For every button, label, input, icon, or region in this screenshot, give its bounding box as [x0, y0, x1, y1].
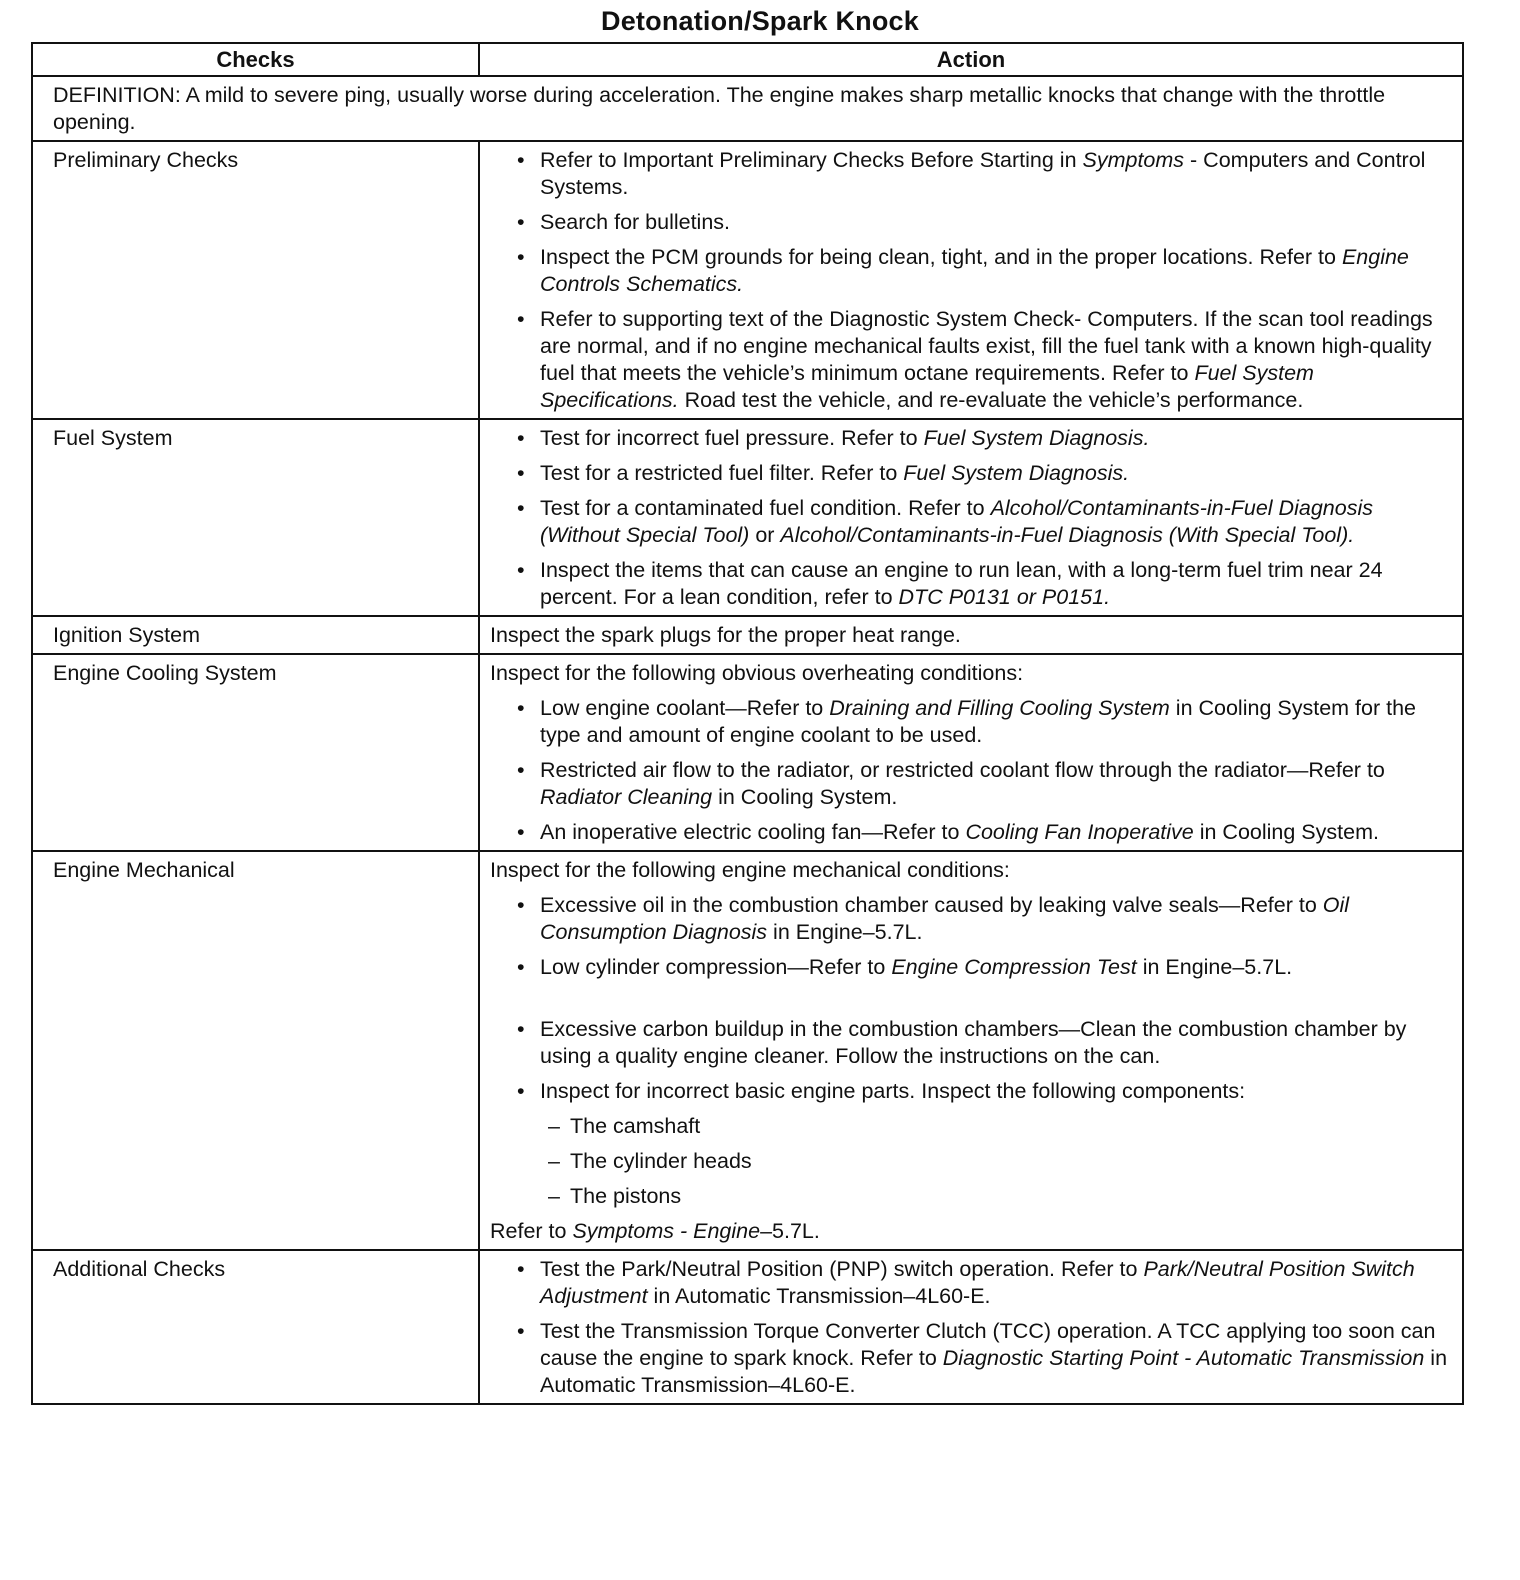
list-item: • Inspect the PCM grounds for being clean, tight, and in the proper locations. Refer to Engine Controls Schematics. — [490, 244, 1454, 298]
definition-row — [32, 76, 1463, 141]
action-list — [490, 1256, 1454, 1399]
list-item: • Test for incorrect fuel pressure. Refer to Fuel System Diagnosis. — [490, 425, 1454, 452]
list-item: • Low cylinder compression—Refer to Engine Compression Test in Engine–5.7L. — [490, 954, 1454, 981]
list-item: • Refer to supporting text of the Diagnostic System Check- Computers. If the scan tool readings are normal, and if no engine mechanical faults exist, fill the fuel tank with a known high-quality fuel that meets the vehicle’s minimum octane requirements. Refer to Fuel System Specifications. Road test the vehicle, and re-evaluate the vehicle’s performance. — [490, 306, 1454, 414]
list-item: • Test the Transmission Torque Converter Clutch (TCC) operation. A TCC applying too soon can cause the engine to spark knock. Refer to Diagnostic Starting Point - Automatic Transmission in Automatic Transmission–4L60-E. — [490, 1318, 1454, 1399]
action-cell — [479, 654, 1463, 851]
list-item: • Test for a restricted fuel filter. Refer to Fuel System Diagnosis. — [490, 460, 1454, 487]
list-item: • Excessive oil in the combustion chamber caused by leaking valve seals—Refer to Oil Consumption Diagnosis in Engine–5.7L. — [490, 892, 1454, 946]
check-label: Preliminary Checks — [32, 141, 479, 419]
action-cell — [479, 419, 1463, 616]
list-item: • Test for a contaminated fuel condition. Refer to Alcohol/Contaminants-in-Fuel Diagnosis (Without Special Tool) or Alcohol/Contaminants-in-Fuel Diagnosis (With Special Tool). — [490, 495, 1454, 549]
action-outro: Refer to Symptoms - Engine–5.7L. — [490, 1219, 820, 1243]
column-header-checks: Checks — [32, 43, 479, 76]
action-list — [490, 147, 1454, 414]
check-label: Fuel System — [32, 419, 479, 616]
action-intro: Inspect for the following engine mechanical conditions: — [490, 858, 1010, 882]
check-label: Ignition System — [32, 616, 479, 654]
sub-list — [490, 1113, 1454, 1210]
table-row — [32, 654, 1463, 851]
action-cell — [479, 851, 1463, 1250]
list-item: • Restricted air flow to the radiator, or restricted coolant flow through the radiator—Refer to Radiator Cleaning in Cooling System. — [490, 757, 1454, 811]
list-item: • Refer to Important Preliminary Checks Before Starting in Symptoms - Computers and Control Systems. — [490, 147, 1454, 201]
action-intro: Inspect for the following obvious overheating conditions: — [490, 661, 1024, 685]
table-row — [32, 141, 1463, 419]
list-item: • Low engine coolant—Refer to Draining and Filling Cooling System in Cooling System for the type and amount of engine coolant to be used. — [490, 695, 1454, 749]
page-title: Detonation/Spark Knock — [601, 6, 919, 36]
list-item: • Excessive carbon buildup in the combustion chambers—Clean the combustion chamber by using a quality engine cleaner. Follow the instructions on the can. — [490, 1016, 1454, 1070]
check-label: Additional Checks — [32, 1250, 479, 1404]
table-row — [32, 616, 1463, 654]
list-item: • Test the Park/Neutral Position (PNP) switch operation. Refer to Park/Neutral Position Switch Adjustment in Automatic Transmission–4L60-E. — [490, 1256, 1454, 1310]
sub-list-item: – The pistons — [490, 1183, 1454, 1210]
action-list — [490, 892, 1454, 1105]
check-label: Engine Mechanical — [32, 851, 479, 1250]
action-text: Inspect the spark plugs for the proper heat range. — [479, 616, 1463, 654]
definition-text: DEFINITION: A mild to severe ping, usually worse during acceleration. The engine makes sharp metallic knocks that change with the throttle opening. — [32, 76, 1463, 141]
sub-list-item: – The cylinder heads — [490, 1148, 1454, 1175]
table-row — [32, 851, 1463, 1250]
table-header-row — [32, 43, 1463, 76]
check-label: Engine Cooling System — [32, 654, 479, 851]
action-cell — [479, 1250, 1463, 1404]
diagnostic-table — [31, 42, 1464, 1405]
list-item: • An inoperative electric cooling fan—Refer to Cooling Fan Inoperative in Cooling System. — [490, 819, 1454, 846]
list-item: • Search for bulletins. — [490, 209, 1454, 236]
action-list — [490, 695, 1454, 846]
list-item: • Inspect the items that can cause an engine to run lean, with a long-term fuel trim near 24 percent. For a lean condition, refer to DTC P0131 or P0151. — [490, 557, 1454, 611]
column-header-action: Action — [479, 43, 1463, 76]
table-row — [32, 419, 1463, 616]
list-item: • Inspect for incorrect basic engine parts. Inspect the following components: — [490, 1078, 1454, 1105]
action-cell — [479, 141, 1463, 419]
table-row — [32, 1250, 1463, 1404]
action-list — [490, 425, 1454, 611]
sub-list-item: – The camshaft — [490, 1113, 1454, 1140]
